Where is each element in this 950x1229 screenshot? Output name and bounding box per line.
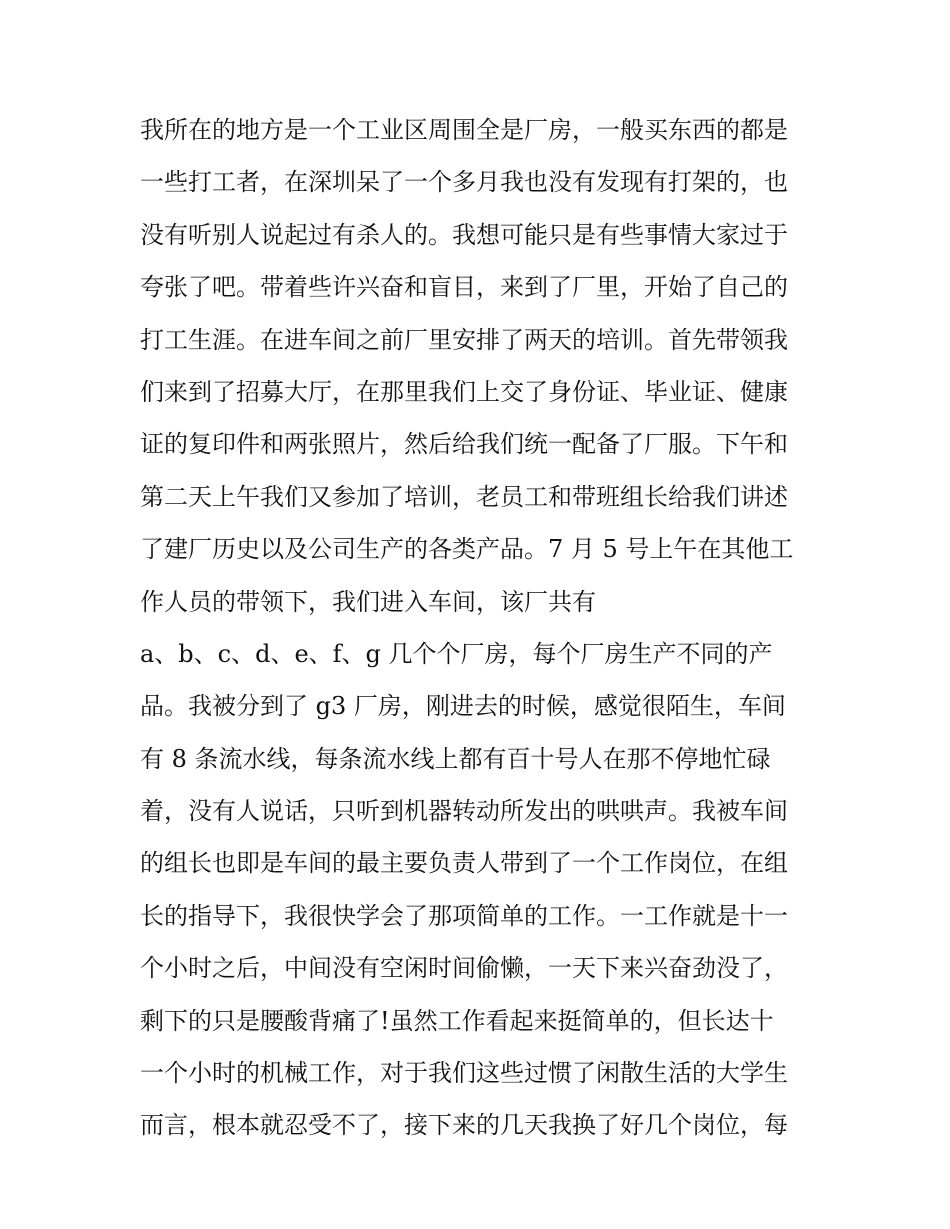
text-line: 长的指导下，我很快学会了那项简单的工作。一工作就是十一: [140, 901, 788, 930]
text-line: a、b、c、d、e、f、g 几个个厂房，每个厂房生产不同的产: [140, 639, 773, 668]
text-line: 一些打工者，在深圳呆了一个多月我也没有发现有打架的，也: [140, 168, 788, 197]
text-line: 们来到了招募大厅，在那里我们上交了身份证、毕业证、健康: [140, 377, 788, 406]
text-line: 打工生涯。在进车间之前厂里安排了两天的培训。首先带领我: [140, 325, 788, 354]
text-line: 夸张了吧。带着些许兴奋和盲目，来到了厂里，开始了自己的: [140, 273, 788, 302]
text-line: 个小时之后，中间没有空闲时间偷懒，一天下来兴奋劲没了，: [140, 954, 788, 983]
body-text: [140, 104, 820, 1152]
text-line: 品。我被分到了 g3 厂房，刚进去的时候，感觉很陌生，车间: [140, 692, 786, 721]
text-line: 作人员的带领下，我们进入车间，该厂共有: [140, 587, 596, 616]
text-line: 而言，根本就忍受不了，接下来的几天我换了好几个岗位，每: [140, 1111, 788, 1140]
text-line: 剩下的只是腰酸背痛了!虽然工作看起来挺简单的，但长达十: [140, 1006, 774, 1035]
text-line: 第二天上午我们又参加了培训，老员工和带班组长给我们讲述: [140, 482, 788, 511]
text-line: 的组长也即是车间的最主要负责人带到了一个工作岗位，在组: [140, 849, 788, 878]
text-line: 我所在的地方是一个工业区周围全是厂房，一般买东西的都是: [140, 116, 788, 144]
text-line: 有 8 条流水线，每条流水线上都有百十号人在那不停地忙碌: [140, 744, 771, 773]
text-line: 着，没有人说话，只听到机器转动所发出的哄哄声。我被车间: [140, 797, 788, 826]
text-line: 没有听别人说起过有杀人的。我想可能只是有些事情大家过于: [140, 220, 788, 249]
text-line: 证的复印件和两张照片，然后给我们统一配备了厂服。下午和: [140, 430, 788, 459]
text-line: 一个小时的机械工作，对于我们这些过惯了闲散生活的大学生: [140, 1059, 788, 1088]
text-line: 了建厂历史以及公司生产的各类产品。7 月 5 号上午在其他工: [140, 535, 794, 564]
